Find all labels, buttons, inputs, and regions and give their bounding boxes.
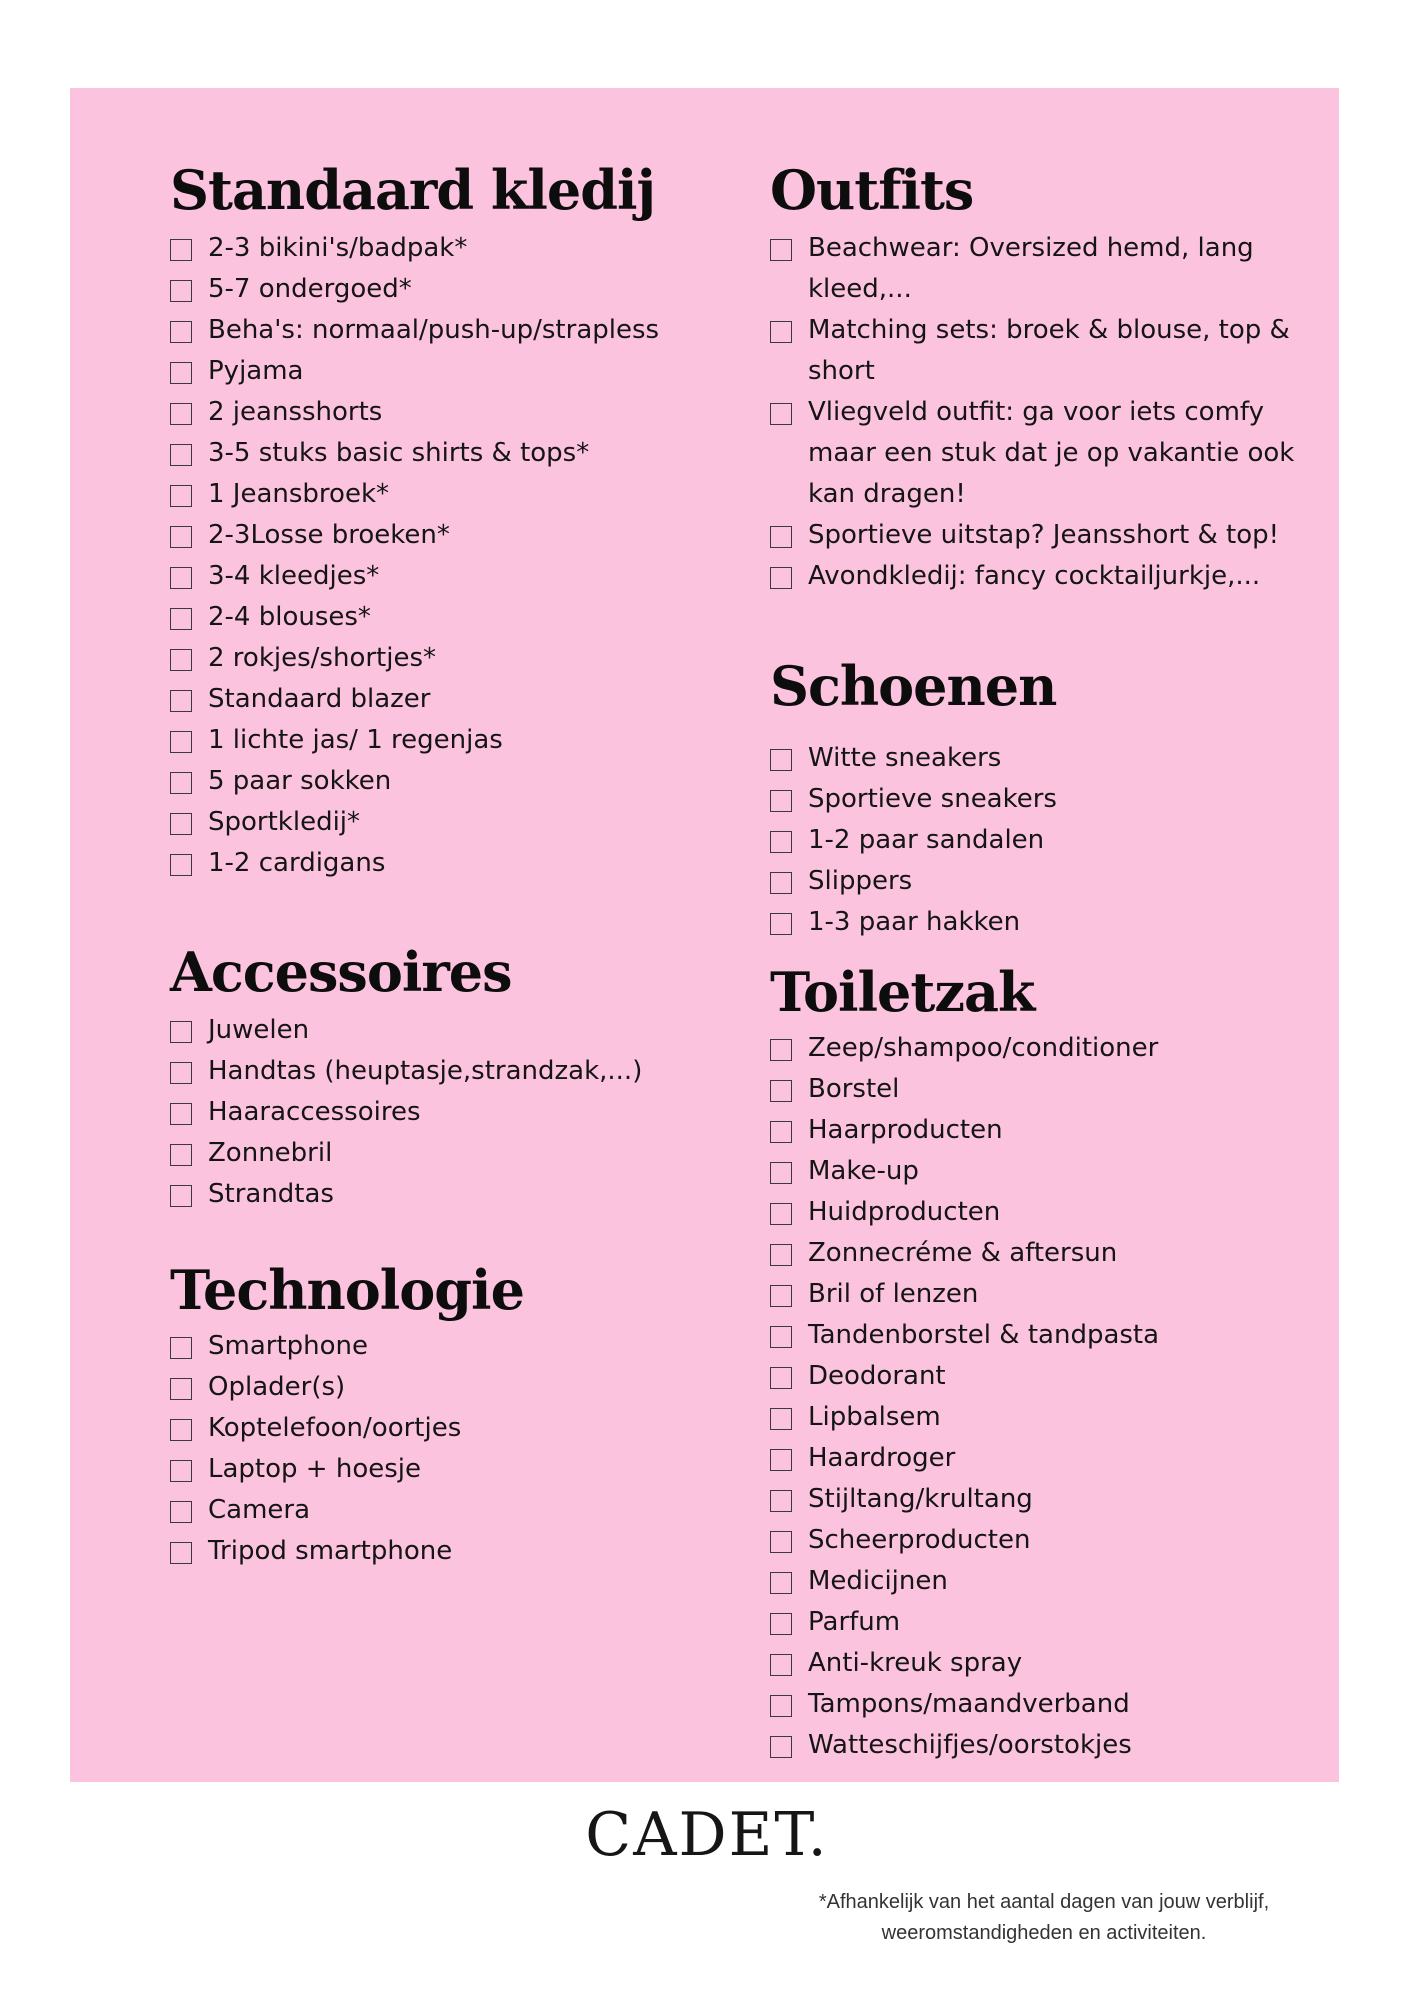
checklist-item-label: 2 jeansshorts (208, 397, 383, 427)
section-standaard-kledij (170, 158, 710, 884)
checkbox[interactable] (770, 831, 792, 853)
checkbox[interactable] (770, 1285, 792, 1307)
checklist-item (170, 556, 710, 597)
checklist-item (770, 228, 1310, 310)
checklist-item (770, 1315, 1330, 1356)
checklist-item-label: Medicijnen (808, 1566, 948, 1596)
checklist-item-label: Sportieve uitstap? Jeansshort & top! (808, 520, 1280, 550)
checkbox[interactable] (170, 772, 192, 794)
checkbox[interactable] (770, 526, 792, 548)
checkbox[interactable] (170, 567, 192, 589)
checklist-item (770, 1233, 1330, 1274)
checklist (770, 738, 1330, 943)
checklist-item (770, 738, 1330, 779)
checklist-item (770, 1561, 1330, 1602)
checkbox[interactable] (170, 813, 192, 835)
checkbox[interactable] (170, 649, 192, 671)
checkbox[interactable] (770, 1572, 792, 1594)
checkbox[interactable] (770, 1039, 792, 1061)
checklist-item (170, 1010, 710, 1051)
section-outfits (770, 158, 1330, 597)
checkbox[interactable] (170, 1542, 192, 1564)
checkbox[interactable] (770, 790, 792, 812)
checklist-panel (70, 88, 1339, 1782)
checklist-item (170, 310, 710, 351)
checklist-item-label: Watteschijfjes/oorstokjes (808, 1730, 1132, 1760)
checkbox[interactable] (770, 1121, 792, 1143)
checkbox[interactable] (170, 1419, 192, 1441)
checkbox[interactable] (770, 1080, 792, 1102)
checkbox[interactable] (770, 913, 792, 935)
checklist-item-label: 1-2 cardigans (208, 848, 386, 878)
checklist-item (170, 843, 710, 884)
checkbox[interactable] (170, 526, 192, 548)
checklist-item (770, 1110, 1330, 1151)
checklist-item (770, 820, 1330, 861)
checklist-item (170, 720, 710, 761)
checklist-item (770, 1602, 1330, 1643)
checklist-item (170, 802, 710, 843)
checklist-item (170, 1174, 710, 1215)
section-title: Toiletzak (770, 960, 1035, 1024)
checkbox[interactable] (170, 608, 192, 630)
checkbox[interactable] (170, 1501, 192, 1523)
checklist-item (770, 1438, 1330, 1479)
checklist-item (170, 1531, 710, 1572)
checklist-item-label: Standaard blazer (208, 684, 431, 714)
checklist-item (770, 1725, 1330, 1766)
checkbox[interactable] (170, 444, 192, 466)
checklist-item (170, 1051, 710, 1092)
checklist-item-label: 2 rokjes/shortjes* (208, 643, 436, 673)
checklist-item-label: 3-4 kleedjes* (208, 561, 380, 591)
checklist-item-label: Pyjama (208, 356, 304, 386)
checklist-item (770, 902, 1330, 943)
checkbox[interactable] (170, 485, 192, 507)
checklist-item-label: Zonnecréme & aftersun (808, 1238, 1118, 1268)
checklist-item (770, 515, 1310, 556)
footnote (764, 1887, 1324, 1949)
checklist (170, 1010, 710, 1215)
checklist-item (770, 779, 1330, 820)
checkbox[interactable] (170, 731, 192, 753)
checklist-item (170, 433, 710, 474)
checklist-item-label: Stijltang/krultang (808, 1484, 1033, 1514)
checkbox[interactable] (770, 1449, 792, 1471)
checkbox[interactable] (170, 690, 192, 712)
footnote-line-2: weeromstandigheden en activiteiten. (881, 1922, 1207, 1944)
section-toiletzak (770, 960, 1330, 1766)
checklist-item (170, 1133, 710, 1174)
checkbox[interactable] (170, 1144, 192, 1166)
checkbox[interactable] (170, 1337, 192, 1359)
checklist-item-label: 3-5 stuks basic shirts & tops* (208, 438, 590, 468)
section-title: Schoenen (770, 654, 1057, 718)
checkbox[interactable] (170, 1185, 192, 1207)
checklist-item-label: Zeep/shampoo/conditioner (808, 1033, 1159, 1063)
checklist-item (770, 1274, 1330, 1315)
checklist-item (770, 1643, 1330, 1684)
checklist-item (770, 1069, 1330, 1110)
checklist-item (770, 392, 1310, 515)
checklist-item-label: Beachwear: Oversized hemd, lang kleed,... (808, 233, 1254, 304)
checkbox[interactable] (770, 403, 792, 425)
checklist-item-label: Parfum (808, 1607, 901, 1637)
checkbox[interactable] (770, 321, 792, 343)
checklist-item (170, 597, 710, 638)
checklist-item (170, 269, 710, 310)
checklist-item (170, 1490, 710, 1531)
checklist-item-label: Beha's: normaal/push-up/strapless (208, 315, 660, 345)
checklist-item-label: Strandtas (208, 1179, 334, 1209)
checklist-item (170, 1367, 710, 1408)
checklist-item-label: Handtas (heuptasje,strandzak,...) (208, 1056, 643, 1086)
checklist-item (170, 1092, 710, 1133)
checklist-item-label: Huidproducten (808, 1197, 1001, 1227)
checklist-item-label: Camera (208, 1495, 311, 1525)
checklist-item-label: Borstel (808, 1074, 900, 1104)
checklist-item-label: Tripod smartphone (208, 1536, 453, 1566)
checklist-item-label: Anti-kreuk spray (808, 1648, 1023, 1678)
checklist-item (170, 228, 710, 269)
checklist-item-label: Vliegveld outfit: ga voor iets comfy maar een stuk dat je op vakantie ook kan dragen! (808, 397, 1295, 509)
checklist-item (170, 392, 710, 433)
checkbox[interactable] (170, 1103, 192, 1125)
checkbox[interactable] (170, 362, 192, 384)
checklist-item (770, 556, 1310, 597)
checklist-item (770, 1520, 1330, 1561)
checkbox[interactable] (770, 1408, 792, 1430)
checklist-item-label: 5 paar sokken (208, 766, 392, 796)
checklist-item-label: Matching sets: broek & blouse, top & short (808, 315, 1290, 386)
checkbox[interactable] (770, 1490, 792, 1512)
checklist-item-label: 5-7 ondergoed* (208, 274, 412, 304)
checklist-item (770, 310, 1310, 392)
checklist-item (170, 1326, 710, 1367)
checklist (170, 228, 710, 884)
checkbox[interactable] (770, 567, 792, 589)
checklist-item (170, 474, 710, 515)
checklist-item-label: Sportkledij* (208, 807, 361, 837)
section-title: Accessoires (170, 940, 512, 1004)
checklist-item-label: Deodorant (808, 1361, 946, 1391)
checkbox[interactable] (170, 280, 192, 302)
checklist-item-label: 1 Jeansbroek* (208, 479, 390, 509)
section-schoenen (770, 654, 1330, 943)
checkbox[interactable] (170, 1021, 192, 1043)
checklist-item-label: Haardroger (808, 1443, 956, 1473)
checkbox[interactable] (770, 749, 792, 771)
section-technologie (170, 1258, 710, 1572)
checklist-item (770, 1479, 1330, 1520)
checklist-item-label: Witte sneakers (808, 743, 1002, 773)
checklist-item-label: Oplader(s) (208, 1372, 346, 1402)
checklist-item-label: Smartphone (208, 1331, 369, 1361)
checkbox[interactable] (770, 872, 792, 894)
checkbox[interactable] (170, 854, 192, 876)
checkbox[interactable] (170, 1062, 192, 1084)
checkbox[interactable] (170, 321, 192, 343)
checkbox[interactable] (770, 1326, 792, 1348)
checklist-item-label: Zonnebril (208, 1138, 333, 1168)
brand-logo: CADET. (585, 1800, 829, 1870)
checklist-item (770, 1397, 1330, 1438)
checklist-item (170, 761, 710, 802)
checklist-item-label: Slippers (808, 866, 913, 896)
checklist-item-label: Tampons/maandverband (808, 1689, 1130, 1719)
checklist-item (770, 1192, 1330, 1233)
section-accessoires (170, 940, 710, 1215)
checklist (170, 1326, 710, 1572)
checkbox[interactable] (170, 1378, 192, 1400)
checklist-item-label: Sportieve sneakers (808, 784, 1057, 814)
checklist-item-label: Laptop + hoesje (208, 1454, 421, 1484)
checklist-item (170, 1449, 710, 1490)
checklist (770, 228, 1310, 597)
checklist-item-label: Koptelefoon/oortjes (208, 1413, 462, 1443)
checklist-item (770, 1684, 1330, 1725)
checklist-item-label: 1-2 paar sandalen (808, 825, 1045, 855)
checkbox[interactable] (770, 1531, 792, 1553)
section-title: Technologie (170, 1258, 524, 1322)
checkbox[interactable] (770, 1367, 792, 1389)
checkbox[interactable] (770, 1695, 792, 1717)
checklist-item-label: Haarproducten (808, 1115, 1003, 1145)
checklist-item-label: 2-3 bikini's/badpak* (208, 233, 468, 263)
checklist-item-label: Make-up (808, 1156, 919, 1186)
checklist-item-label: Avondkledij: fancy cocktailjurkje,... (808, 561, 1261, 591)
checklist-item (170, 351, 710, 392)
checkbox[interactable] (170, 1460, 192, 1482)
checklist-item (770, 1151, 1330, 1192)
checklist-item (170, 515, 710, 556)
checklist-item-label: Tandenborstel & tandpasta (808, 1320, 1160, 1350)
checklist-item-label: 1-3 paar hakken (808, 907, 1021, 937)
checkbox[interactable] (170, 239, 192, 261)
checkbox[interactable] (770, 1654, 792, 1676)
section-title: Outfits (770, 158, 974, 222)
checklist-item-label: Haaraccessoires (208, 1097, 421, 1127)
checklist-item-label: 1 lichte jas/ 1 regenjas (208, 725, 503, 755)
section-title: Standaard kledij (170, 158, 656, 222)
footnote-line-1: *Afhankelijk van het aantal dagen van jouw verblijf, (818, 1891, 1270, 1913)
checklist (770, 1028, 1330, 1766)
checkbox[interactable] (770, 1613, 792, 1635)
checklist-item-label: Juwelen (208, 1015, 310, 1045)
checklist-item (770, 861, 1330, 902)
checkbox[interactable] (770, 1203, 792, 1225)
checkbox[interactable] (770, 1244, 792, 1266)
checkbox[interactable] (770, 1162, 792, 1184)
checklist-item (170, 1408, 710, 1449)
checkbox[interactable] (170, 403, 192, 425)
checkbox[interactable] (770, 239, 792, 261)
checklist-item-label: 2-3Losse broeken* (208, 520, 450, 550)
checklist-item (770, 1028, 1330, 1069)
checklist-item (770, 1356, 1330, 1397)
checklist-item-label: Lipbalsem (808, 1402, 941, 1432)
checkbox[interactable] (770, 1736, 792, 1758)
checklist-item-label: Bril of lenzen (808, 1279, 979, 1309)
checklist-item-label: Scheerproducten (808, 1525, 1031, 1555)
checklist-item (170, 638, 710, 679)
checklist-item (170, 679, 710, 720)
checklist-item-label: 2-4 blouses* (208, 602, 371, 632)
